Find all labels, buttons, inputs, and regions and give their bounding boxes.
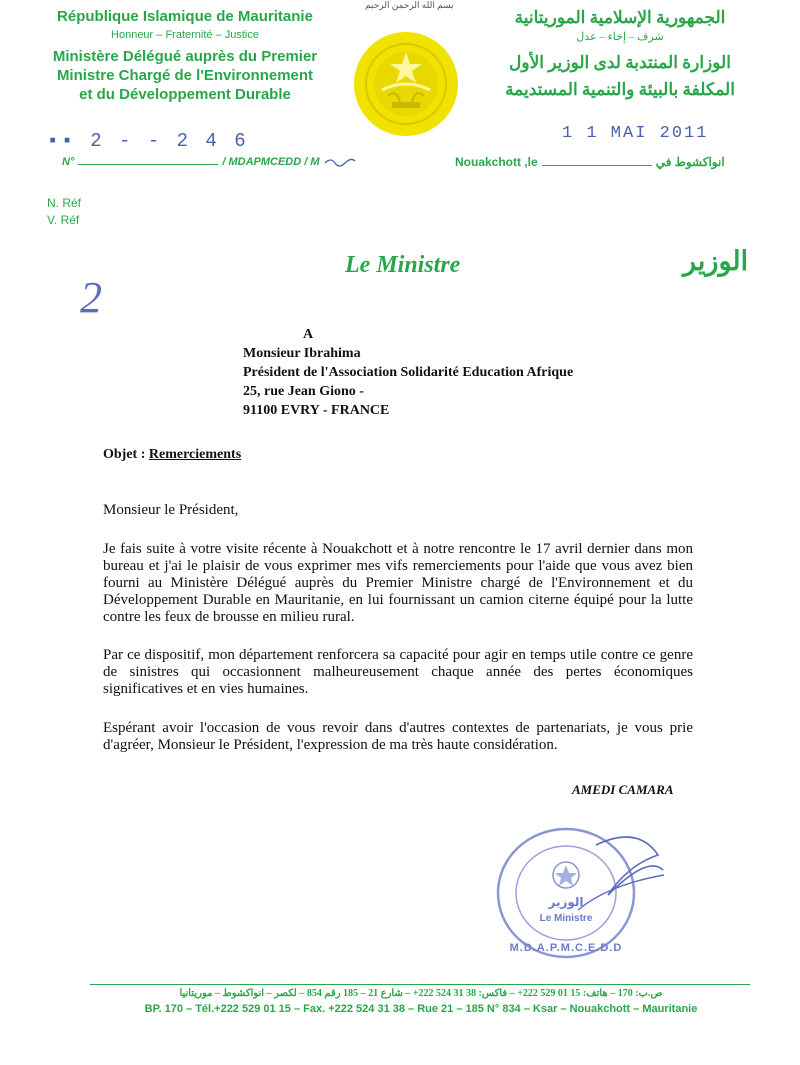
- country-name-ar: الجمهورية الإسلامية الموريتانية: [514, 8, 726, 27]
- footer-divider: [90, 984, 750, 985]
- header-french: [20, 8, 350, 104]
- recipient-name: Monsieur Ibrahima: [243, 346, 361, 361]
- reference-line: [62, 155, 357, 168]
- motto-ar: شرف – إخاء – عدل: [576, 31, 664, 43]
- bismillah-text: بسم الله الرحمن الرحيم: [365, 0, 454, 10]
- country-name-fr: République Islamique de Mauritanie: [57, 8, 313, 25]
- city-label: Nouakchott ,le: [455, 155, 538, 169]
- footer-address-fr: BP. 170 – Tél.+222 529 01 15 – Fax. +222 524 31 38 – Rue 21 – 185 N° 834 – Ksar – Nouakchott – Mauritanie: [144, 1003, 698, 1015]
- subject-line: [103, 447, 241, 463]
- body-paragraph-3: Espérant avoir l'occasion de vous revoir dans d'autres contextes de partenariats, je vous prie d'agréer, Monsieur le Président, l'expression de ma très haute considération.: [103, 720, 693, 753]
- ministry-line-2-ar: المكلفة بالبيئة والتنمية المستديمة: [505, 80, 735, 99]
- footer-address-ar: ص.ب: 170 – هاتف: 15 01 529 222+ – فاكس: 38 31 524 222+ – شارع 21 – 185 رقم 854 – لكصر – انواكشوط – موريتانيا: [179, 988, 663, 999]
- subject-value: Remerciements: [148, 447, 242, 462]
- salutation: Monsieur le Président,: [103, 502, 239, 518]
- place-date-line: [455, 155, 725, 169]
- ministry-line-1-fr: Ministère Délégué auprès du Premier: [52, 48, 318, 65]
- minister-title-ar: الوزير: [683, 246, 749, 276]
- your-reference-label: V. Réf: [47, 213, 80, 227]
- reference-labels: [47, 195, 81, 229]
- our-reference-label: N. Réf: [47, 196, 82, 210]
- stamp-title-fr: Le Ministre: [539, 913, 593, 924]
- motto-fr: Honneur – Fraternité – Justice: [111, 29, 259, 41]
- national-seal-icon: [352, 30, 460, 138]
- ministry-line-2-fr: Ministre Chargé de l'Environnement: [56, 67, 314, 84]
- ministry-stamp-icon: [488, 815, 668, 965]
- header-arabic: [470, 8, 770, 103]
- recipient-address: [243, 325, 573, 420]
- recipient-city: 91100 EVRY - FRANCE: [243, 403, 390, 418]
- subject-label: Objet :: [103, 447, 146, 462]
- recipient-street: 25, rue Jean Giono -: [243, 384, 364, 399]
- handwritten-mark: 2: [80, 273, 102, 322]
- city-label-ar: انواكشوط في: [655, 155, 725, 169]
- body-paragraph-1: Je fais suite à votre visite récente à Nouakchott et à notre rencontre le 17 avril dernier dans mon bureau et j'ai le plaisir de vous exprimer mes vifs remerciements pour l'aide que vous avez bien fourni au Ministère Délégué auprès du Premier Ministre chargé de l'Environnement et du Développement Durable en Mauritanie, en lui fournissant un camion citerne équipé pour la lutte contre les feux de brousse en milieu rural.: [103, 541, 693, 625]
- recipient-to: A: [303, 327, 314, 342]
- minister-title-fr: Le Ministre: [345, 252, 461, 278]
- stamp-code: M.D.A.P.M.C.E.D.D: [509, 942, 623, 954]
- recipient-role: Président de l'Association Solidarité Education Afrique: [243, 365, 574, 380]
- reference-number-stamp: ▪▪ 2 - - 2 4 6: [47, 130, 249, 152]
- stamp-title-ar: الوزير: [548, 895, 584, 909]
- body-paragraph-2: Par ce dispositif, mon département renforcera sa capacité pour agir en temps utile contre ce genre de sinistres qui occasionnent malheureusement chaque année des pertes économiques significatives et en vies humaines.: [103, 647, 693, 697]
- reference-code: / MDAPMCEDD / M: [222, 156, 320, 168]
- ministry-line-3-fr: et du Développement Durable: [79, 86, 291, 103]
- reference-prefix: N°: [62, 156, 75, 168]
- ministry-line-1-ar: الوزارة المنتدبة لدى الوزير الأول: [509, 53, 731, 72]
- initials-scribble-icon: [323, 157, 357, 167]
- signer-name: AMEDI CAMARA: [572, 782, 674, 797]
- date-stamp: 1 1 MAI 2011: [562, 124, 709, 143]
